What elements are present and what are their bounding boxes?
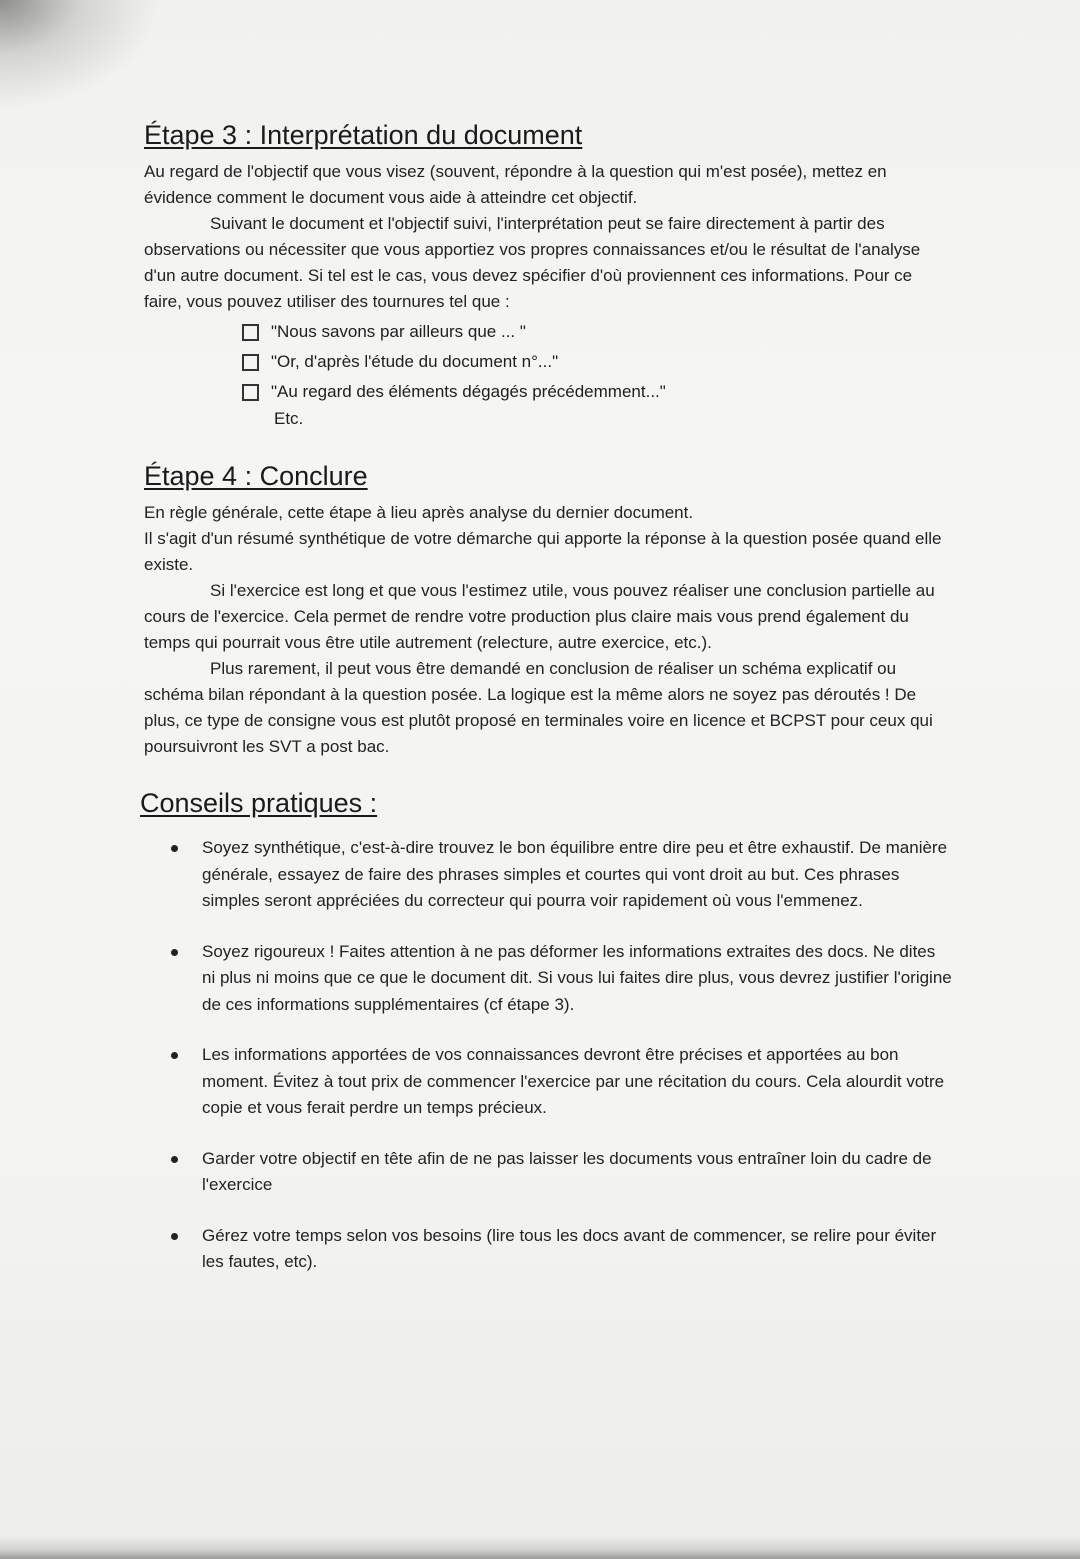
checkbox-icon	[242, 324, 259, 341]
conseil-item	[162, 1146, 953, 1199]
conseils-heading: Conseils pratiques :	[140, 788, 378, 818]
conseil-text: Garder votre objectif en tête afin de ne pas laisser les documents vous entraîner loin du cadre de l'exercice	[202, 1148, 932, 1194]
conseil-text: Soyez synthétique, c'est-à-dire trouvez le bon équilibre entre dire peu et être exhaustif. De manière générale, essayez de faire des phrases simples et courtes qui vont droit au but. Ces phrases simples seront appréciées du correcteur qui pourra voir rapidement où vous l'emmenez.	[202, 838, 948, 910]
checklist-item-label: "Or, d'après l'étude du document n°..."	[271, 352, 559, 371]
checklist-item	[242, 377, 953, 407]
checklist-etc: Etc.	[274, 409, 304, 428]
etape4-paragraph-2: Il s'agit d'un résumé synthétique de votre démarche qui apporte la réponse à la question posée quand elle existe.	[144, 529, 942, 574]
etape3-heading: Étape 3 : Interprétation du document	[144, 120, 583, 150]
checklist-item-label: "Au regard des éléments dégagés précédemment..."	[271, 382, 666, 401]
conseil-item	[162, 835, 953, 915]
phrase-checklist	[242, 317, 953, 407]
bullet-icon	[171, 1052, 178, 1059]
bullet-icon	[171, 1233, 178, 1240]
checklist-item-label: "Nous savons par ailleurs que ... "	[271, 322, 526, 341]
document-content	[138, 120, 953, 1300]
page-corner-shadow	[0, 0, 160, 110]
conseil-text: Soyez rigoureux ! Faites attention à ne pas déformer les informations extraites des docs. Ne dites ni plus ni moins que ce que le document dit. Si vous lui faites dire plus, vous devrez justifier l'origine de ces informations supplémentaires (cf étape 3).	[202, 941, 952, 1014]
etape4-paragraph-3: Si l'exercice est long et que vous l'estimez utile, vous pouvez réaliser une conclusion partielle au cours de l'exercice. Cela permet de rendre votre production plus claire mais vous prend également du temps qui pourrait vous être utile autrement (relecture, autre exercice, etc.).	[144, 581, 935, 652]
checklist-item	[242, 347, 953, 377]
checklist-item	[242, 317, 953, 347]
etape4-heading: Étape 4 : Conclure	[144, 461, 368, 491]
bullet-icon	[171, 949, 178, 956]
etape3-paragraph-2: Suivant le document et l'objectif suivi, l'interprétation peut se faire directement à partir des observations ou nécessiter que vous apportiez vos propres connaissances et/ou le résultat de l'analyse d'un autre document. Si tel est le cas, vous devez spécifier d'où proviennent ces informations. Pour ce faire, vous pouvez utiliser des tournures tel que :	[144, 214, 921, 311]
checkbox-icon	[242, 384, 259, 401]
conseil-item	[162, 1042, 953, 1122]
conseil-text: Les informations apportées de vos connaissances devront être précises et apportées au bon moment. Évitez à tout prix de commencer l'exercice par une récitation du cours. Cela alourdit votre copie et vous ferait perdre un temps précieux.	[202, 1045, 945, 1117]
bullet-icon	[171, 845, 178, 852]
etape3-paragraph-1: Au regard de l'objectif que vous visez (souvent, répondre à la question qui m'est posée), mettez en évidence comment le document vous aide à atteindre cet objectif.	[144, 162, 887, 207]
conseil-item	[162, 939, 953, 1019]
conseil-text: Gérez votre temps selon vos besoins (lire tous les docs avant de commencer, se relire pour éviter les fautes, etc).	[202, 1225, 937, 1271]
conseils-list	[162, 835, 953, 1276]
bullet-icon	[171, 1156, 178, 1163]
page-bottom-edge	[0, 1537, 1080, 1559]
conseil-item	[162, 1223, 953, 1276]
etape4-paragraph-1: En règle générale, cette étape à lieu après analyse du dernier document.	[144, 503, 694, 522]
checkbox-icon	[242, 354, 259, 371]
etape4-paragraph-4: Plus rarement, il peut vous être demandé en conclusion de réaliser un schéma explicatif ou schéma bilan répondant à la question posée. La logique est la même alors ne soyez pas déroutés ! De plus, ce type de consigne vous est plutôt proposé en terminales voire en licence et BCPST pour ceux qui poursuivront les SVT a post bac.	[144, 659, 933, 756]
